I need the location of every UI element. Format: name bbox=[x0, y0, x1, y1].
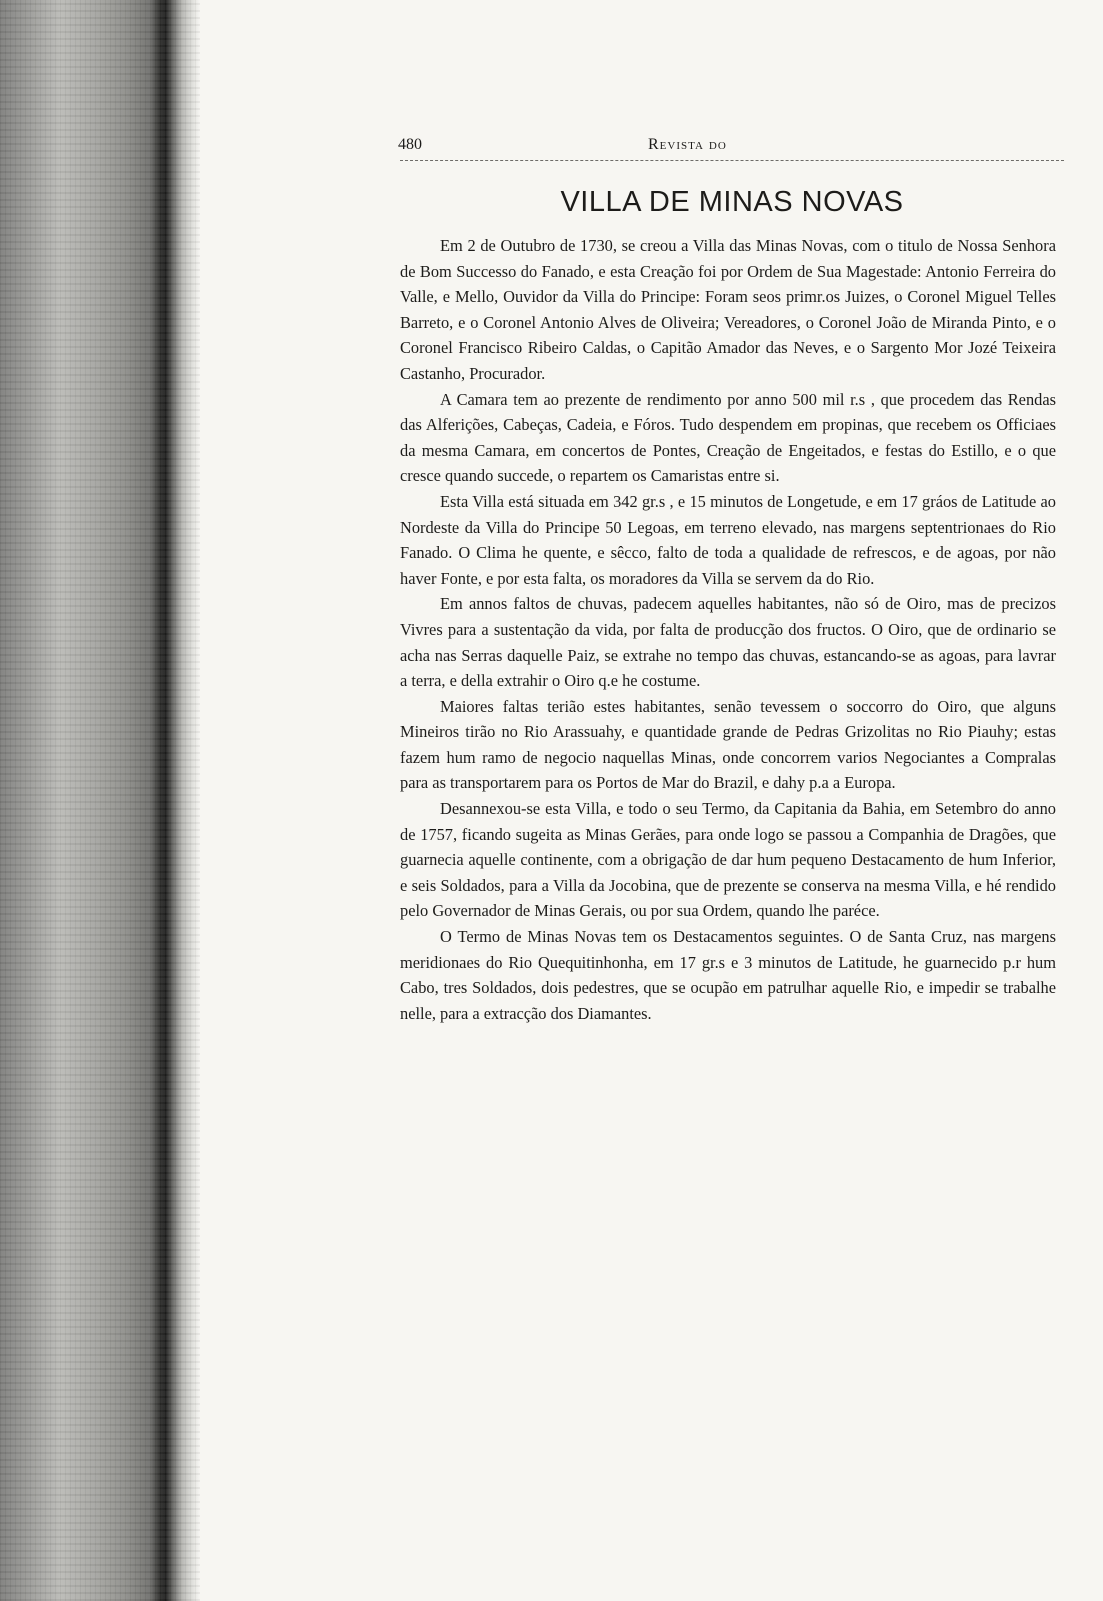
body-text bbox=[400, 233, 1056, 1026]
paragraph: Maiores faltas terião estes habitantes, senão tevessem o soccorro do Oiro, que alguns Mineiros tirão no Rio Arassuahy, e quantidade grande de Pedras Grizolitas no Rio Piauhy; estas fazem hum ramo de negocio naquellas Minas, onde concorrem varios Negociantes a Compralas para as transportarem para os Portos de Mar do Brazil, e dahy p.a a Europa. bbox=[400, 696, 1056, 793]
binding-texture bbox=[0, 0, 200, 1601]
paragraph: Esta Villa está situada em 342 gr.s , e 15 minutos de Longetude, e em 17 gráos de Latitude ao Nordeste da Villa do Principe 50 Legoas, em terreno elevado, nas margens septentrionaes do Rio Fanado. O Clima he quente, e sêcco, falto de toda a qualidade de refrescos, e de agoas, por não haver Fonte, e por esta falta, os moradores da Villa se servem da do Rio. bbox=[400, 491, 1056, 588]
section-title: VILLA DE MINAS NOVAS bbox=[560, 186, 904, 218]
paragraph: A Camara tem ao prezente de rendimento por anno 500 mil r.s , que procedem das Rendas das Alferições, Cabeças, Cadeia, e Fóros. Tudo despendem em propinas, que recebem os Officiaes da mesma Camara, em concertos de Pontes, Creação de Engeitados, e festas do Estillo, e o que cresce quando succede, o repartem os Camaristas entre si. bbox=[400, 389, 1056, 486]
paragraph: Em 2 de Outubro de 1730, se creou a Villa das Minas Novas, com o titulo de Nossa Senhora de Bom Successo do Fanado, e esta Creação foi por Ordem de Sua Magestade: Antonio Ferreira do Valle, e Mello, Ouvidor da Villa do Principe: Foram seos primr.os Juizes, o Coronel Miguel Telles Barreto, e o Coronel Antonio Alves de Oliveira; Vereadores, o Coronel João de Miranda Pinto, e o Coronel Francisco Ribeiro Caldas, o Capitão Amador das Neves, e o Sargento Mor Jozé Teixeira Castanho, Procurador. bbox=[400, 236, 1056, 383]
paragraph: Em annos faltos de chuvas, padecem aquelles habitantes, não só de Oiro, mas de precizos Vivres para a sustentação da vida, por falta de producção dos fructos. O Oiro, que de ordinario se acha nas Serras daquelle Paiz, se extrahe no tempo das chuvas, estancando-se as agoas, para lavrar a terra, e della extrahir o Oiro q.e he costume. bbox=[400, 594, 1056, 691]
page-number: 480 bbox=[398, 136, 422, 153]
book-binding-shadow bbox=[0, 0, 200, 1601]
paragraph: Desannexou-se esta Villa, e todo o seu Termo, da Capitania da Bahia, em Setembro do anno de 1757, ficando sugeita as Minas Gerães, para onde logo se passou a Companhia de Dragões, que guarnecia aquelle continente, com a obrigação de dar hum pequeno Destacamento de hum Inferior, e seis Soldados, para a Villa da Jocobina, que de prezente se conserva na mesma Villa, e hé rendido pelo Governador de Minas Gerais, ou por sua Ordem, quando lhe paréce. bbox=[400, 799, 1056, 921]
page-header bbox=[398, 136, 1066, 160]
paragraph: O Termo de Minas Novas tem os Destacamentos seguintes. O de Santa Cruz, nas margens meridionaes do Rio Quequitinhonha, em 17 gr.s e 3 minutos de Latitude, he guarnecido p.r hum Cabo, tres Soldados, dois pedestres, que se ocupão em patrulhar aquelle Rio, e impedir se trabalhe nelle, para a extracção dos Diamantes. bbox=[400, 927, 1056, 1023]
header-rule bbox=[400, 160, 1064, 161]
running-head: Revista do bbox=[648, 136, 727, 153]
